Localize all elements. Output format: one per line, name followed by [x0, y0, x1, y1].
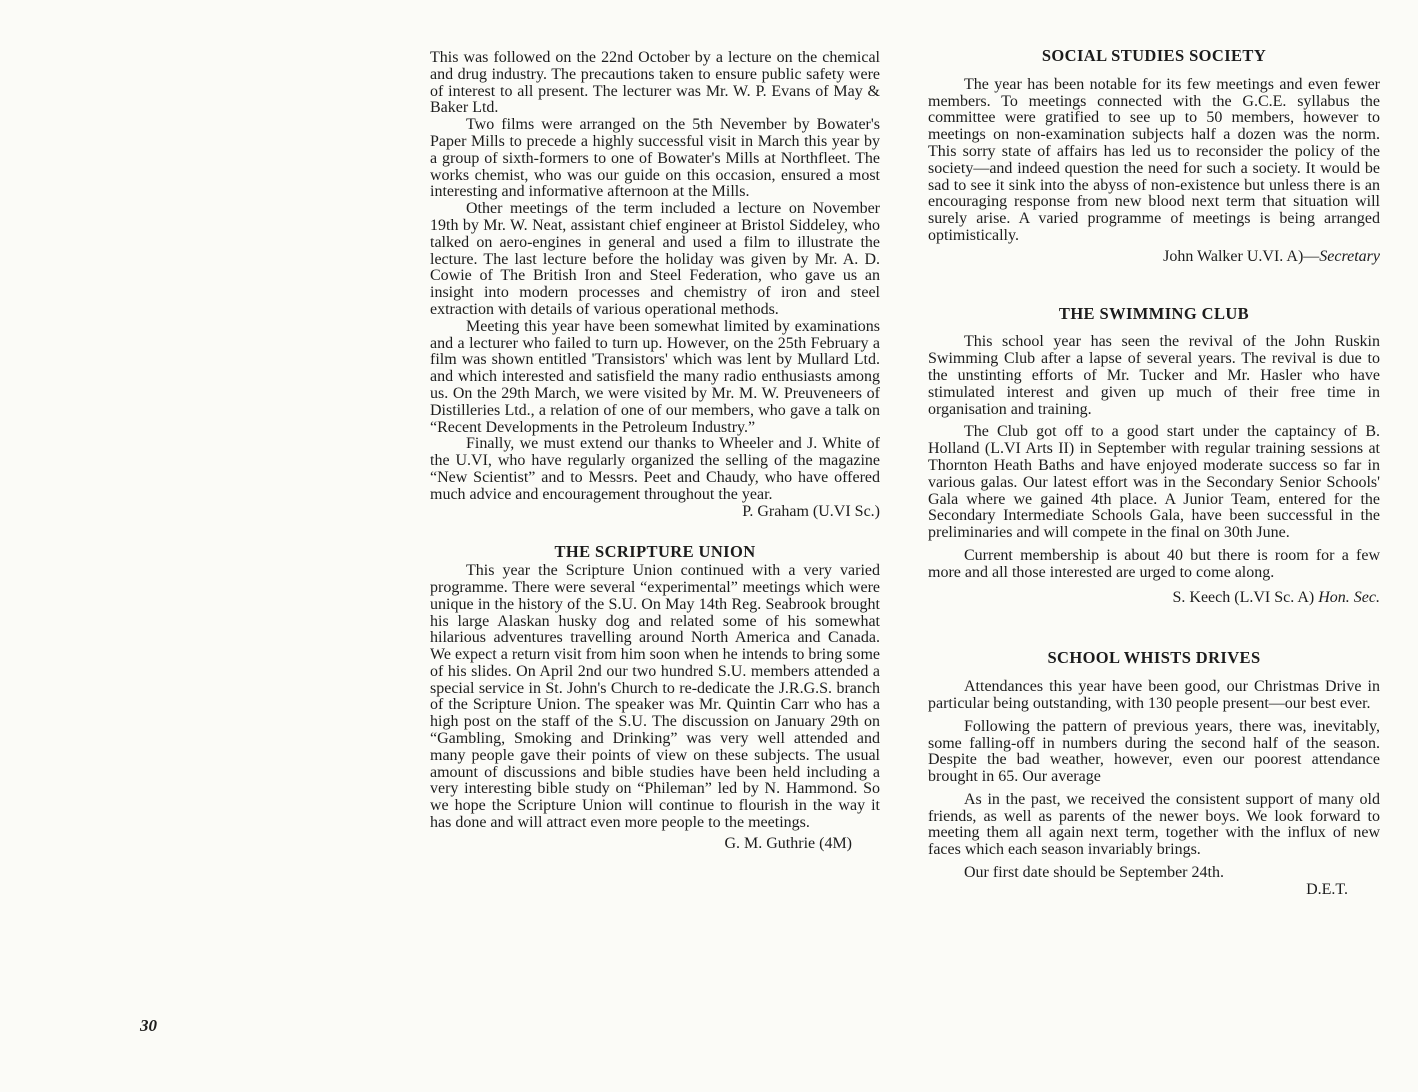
left-column: [430, 50, 880, 853]
signature-role: Secretary: [1319, 247, 1380, 265]
signature-name: S. Keech (L.VI Sc. A): [1172, 588, 1319, 606]
signature: D.E.T.: [1306, 880, 1348, 898]
signature: [928, 249, 1380, 266]
paragraph: This was followed on the 22nd October by a lecture on the chemical and drug industry. The precautions taken to ensure public safety were of interest to all present. The lecturer was Mr. W. P. Evans of May & Baker Ltd.: [430, 49, 880, 117]
signature: [928, 590, 1380, 607]
paragraph: As in the past, we received the consistent support of many old friends, as well as parents of the newer boys. We look forward to meeting them all again next term, together with the influx of new faces which each season invariably brings.: [928, 790, 1380, 859]
page-number: 30: [140, 1016, 157, 1035]
signature-name: John Walker U.VI. A)—: [1163, 247, 1320, 265]
signature-role: Hon. Sec.: [1318, 588, 1380, 606]
paragraph: The year has been notable for its few meetings and even fewer members. To meetings connected with the G.C.E. syllabus the committee were gratified to see up to 50 members, however to meetings on non-examination subjects half a dozen was the norm. This sorry state of affairs has led us to reconsider the policy of the society—and indeed question the need for such a society. It would be sad to see it sink into the abyss of non-existence but unless there is an encouraging response from new blood next term that situation will surely arise. A varied programme of meetings is being arranged optimistically.: [928, 75, 1380, 244]
paragraph: Other meetings of the term included a lecture on November 19th by Mr. W. Neat, assistant chief engineer at Bristol Siddeley, who talked on aero-engines in general and used a film to illustrate the lecture. The last lecture before the holiday was given by Mr. A. D. Cowie of The British Iron and Steel Federation, who gave us an insight into modern processes and chemistry of iron and steel extraction with details of various operational methods.: [430, 200, 880, 318]
paragraph: This year the Scripture Union continued with a very varied programme. There were several “experimental” meetings which were unique in the history of the S.U. On May 14th Reg. Seabrook brought his large Alaskan husky dog and related some of his somewhat hilarious adventures travelling around North America and Canada. We expect a return visit from him soon when he intends to bring some of his slides. On April 2nd our two hundred S.U. members attended a special service in St. John's Church to re-dedicate the J.R.G.S. branch of the Scripture Union. The speaker was Mr. Quintin Carr who has a high post on the staff of the S.U. The discussion on January 29th on “Gambling, Smoking and Drinking” was very well attended and many people gave their points of view on these subjects. The usual amount of discussions and bible studies have been held including a very interesting bible study on “Phileman” led by N. Hammond. So we hope the Scripture Union will continue to flourish in the way it has done and will attract even more people to the meetings.: [430, 562, 880, 832]
paragraph: Finally, we must extend our thanks to Wheeler and J. White of the U.VI, who have regularly organized the selling of the magazine “New Scientist” and to Messrs. Peet and Chaudy, who have offered much advice and encouragement throughout the year.: [430, 435, 880, 503]
section-title-social-studies: SOCIAL STUDIES SOCIETY: [1041, 46, 1267, 65]
paragraph: Two films were arranged on the 5th Nevember by Bowater's Paper Mills to precede a highly successful visit in March this year by a group of sixth-formers to one of Bowater's Mills at Northfleet. The works chemist, who was our guide on this occasion, ensured a most interesting and informative afternoon at the Mills.: [430, 116, 880, 201]
paragraph: This school year has seen the revival of the John Ruskin Swimming Club after a lapse of several years. The revival is due to the unstinting efforts of Mr. Tucker and Mr. Hasler who have stimulated interest and given up much of their free time in organisation and training.: [928, 333, 1380, 418]
paragraph: Current membership is about 40 but there is room for a few more and all those interested are urged to come along.: [928, 546, 1380, 581]
paragraph: Meeting this year have been somewhat limited by examinations and a lecturer who failed to turn up. However, on the 25th February a film was shown entitled 'Transistors' which was lent by Mullard Ltd. and which interested and satisfield the many radio enthusiasts among us. On the 29th March, we were visited by Mr. M. W. Preuveneers of Distilleries Ltd., a relation of one of our members, who gave a talk on “Recent Developments in the Petroleum Industry.”: [430, 317, 880, 436]
signature: P. Graham (U.VI Sc.): [742, 502, 880, 520]
paragraph: Attendances this year have been good, our Christmas Drive in particular being outstanding, with 130 people present—our best ever.: [928, 678, 1380, 712]
paragraph: The Club got off to a good start under the captaincy of B. Holland (L.VI Arts II) in September with regular training sessions at Thornton Heath Baths and have enjoyed moderate success so far in various galas. Our latest effort was in the Secondary Senior Schools' Gala where we gained 4th place. A Junior Team, entered for the Secondary Intermediate Schools Gala, have been successful in the preliminaries and will compete in the final on 30th June.: [928, 423, 1380, 542]
section-title-scripture-union: THE SCRIPTURE UNION: [554, 542, 756, 562]
section-title-swimming-club: THE SWIMMING CLUB: [1058, 303, 1250, 323]
paragraph: Following the pattern of previous years, there was, inevitably, some falling-off in numbers during the second half of the season. Despite the bad weather, however, even our poorest attendance brought in 65. Our average: [928, 717, 1380, 786]
section-title-whist-drives: SCHOOL WHISTS DRIVES: [1047, 648, 1261, 668]
paragraph: Our first date should be September 24th.: [964, 864, 1224, 882]
signature: G. M. Guthrie (4M): [724, 834, 852, 852]
right-column: [928, 48, 1380, 899]
